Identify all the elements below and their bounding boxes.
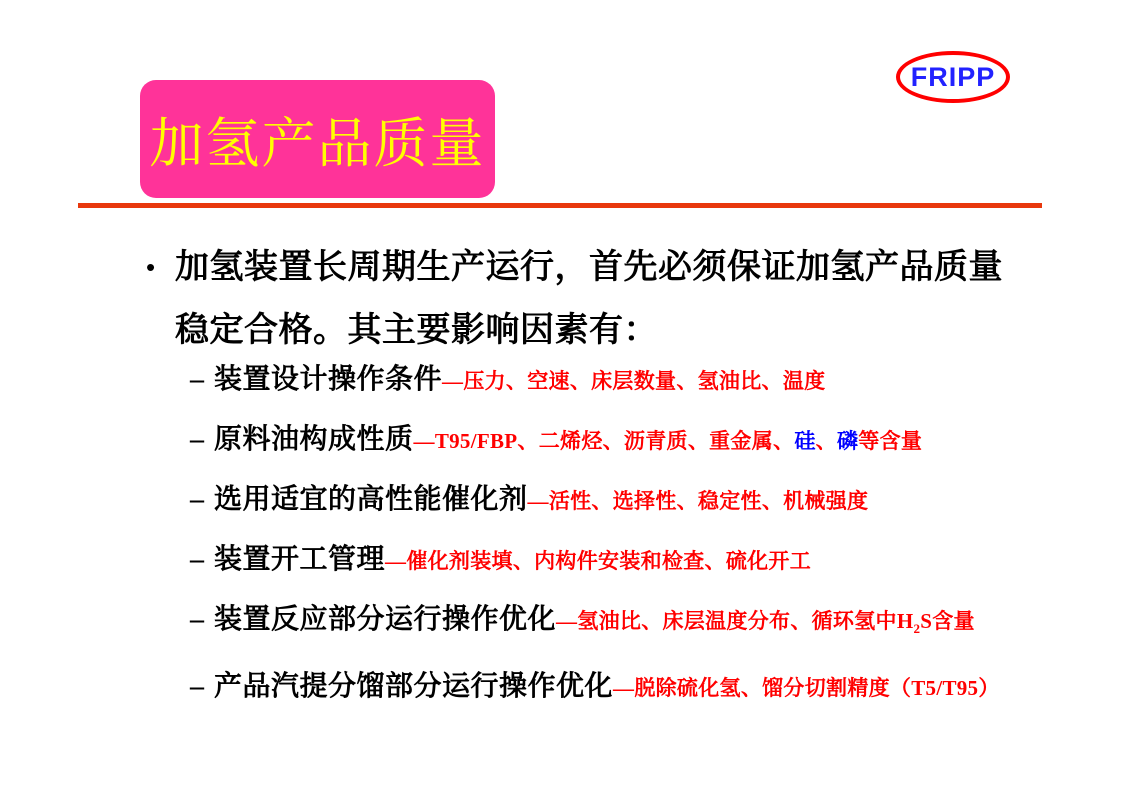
bullet-marker: •	[146, 252, 156, 282]
sub-bullet-detail: —氢油比、床层温度分布、循环氢中$H_2S$含量	[556, 609, 975, 637]
list-item	[190, 364, 1000, 397]
sub-bullet-detail: —催化剂装填、内构件安装和检查、硫化开工	[385, 549, 812, 573]
dash-marker: –	[190, 484, 204, 515]
dash-marker: –	[190, 424, 204, 455]
divider-rule	[78, 203, 1042, 208]
list-item	[190, 544, 1000, 577]
sub-bullet-detail: —活性、选择性、稳定性、机械强度	[527, 489, 869, 513]
sub-bullet-heading: 选用适宜的高性能催化剂	[214, 484, 528, 515]
dash-marker: –	[190, 364, 204, 395]
sub-bullet-heading: 装置设计操作条件	[214, 364, 443, 395]
sub-bullet-heading: 装置开工管理	[214, 544, 386, 575]
list-item	[190, 484, 1000, 517]
dash-marker: –	[190, 604, 204, 635]
fripp-logo-oval	[896, 51, 1010, 103]
list-item	[190, 604, 1000, 644]
sub-bullet-heading: 产品汽提分馏部分运行操作优化	[214, 671, 614, 703]
page-title: 加氢产品质量	[149, 113, 486, 174]
page-title-box	[140, 80, 495, 198]
list-item	[190, 424, 1000, 457]
list-item	[190, 671, 1000, 704]
sub-bullet-detail: —压力、空速、床层数量、氢油比、温度	[442, 369, 826, 393]
sub-bullet-heading: 原料油构成性质	[214, 424, 414, 455]
sub-bullet-detail: —脱除硫化氢、馏分切割精度（T5/T95）	[613, 676, 1000, 701]
fripp-logo-text: FRIPP	[910, 61, 996, 92]
sub-bullet-list	[190, 364, 1000, 731]
sub-bullet-detail: —T95/FBP、二烯烃、沥青质、重金属、硅、磷等含量	[413, 429, 923, 453]
dash-marker: –	[190, 544, 204, 575]
dash-marker: –	[190, 671, 204, 703]
main-bullet	[146, 236, 1013, 362]
sub-bullet-heading: 装置反应部分运行操作优化	[214, 604, 557, 635]
main-bullet-text: 加氢装置长周期生产运行，首先必须保证加氢产品质量稳定合格。其主要影响因素有：	[175, 249, 1003, 349]
